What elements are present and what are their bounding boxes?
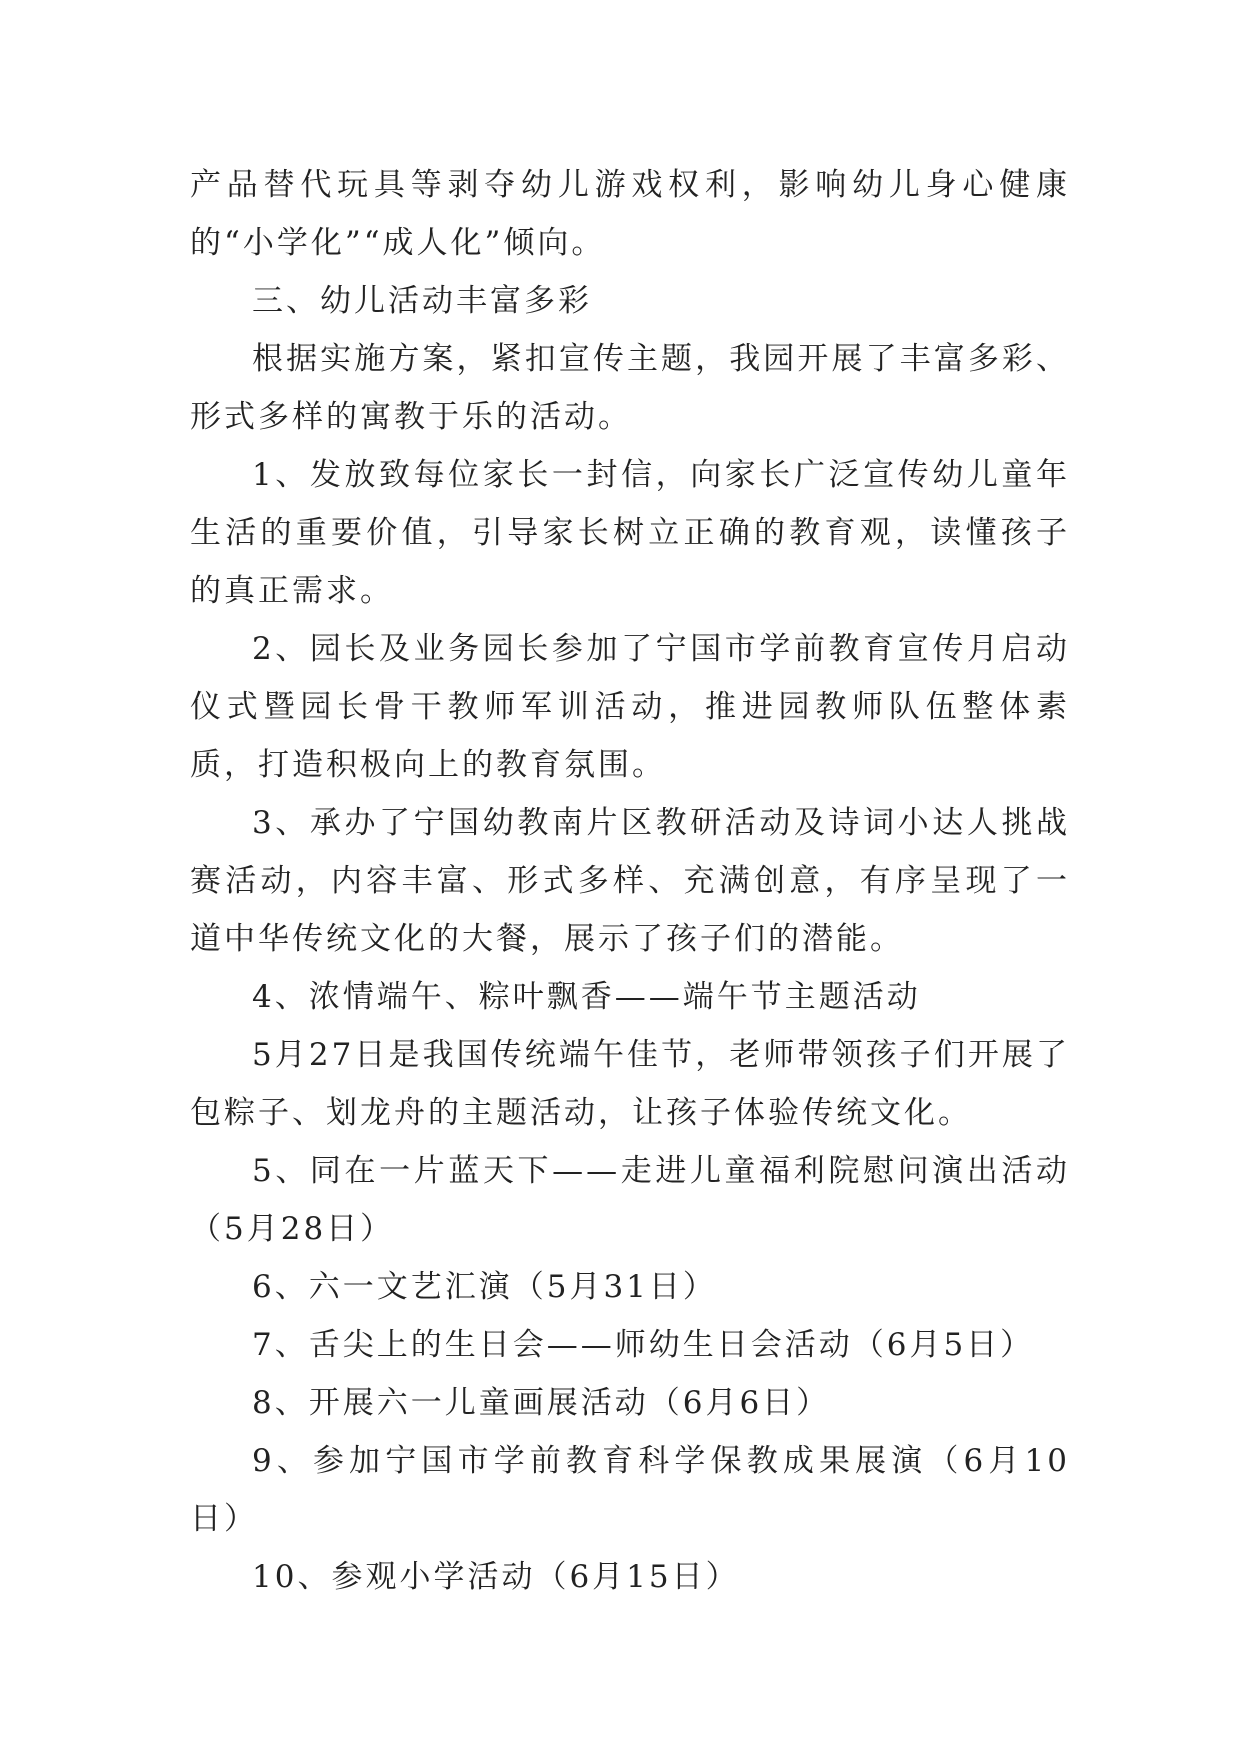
list-item-1: 1、发放致每位家长一封信，向家长广泛宣传幼儿童年生活的重要价值，引导家长树立正确的教育观，读懂孩子的真正需求。: [190, 457, 1070, 609]
list-item-4-detail: 5月27日是我国传统端午佳节，老师带领孩子们开展了包粽子、划龙舟的主题活动，让孩子体验传统文化。: [190, 1037, 1070, 1131]
list-item-8: 8、开展六一儿童画展活动（6月6日）: [252, 1385, 831, 1421]
list-item-7: 7、舌尖上的生日会——师幼生日会活动（6月5日）: [252, 1327, 1035, 1363]
list-item-3: 3、承办了宁国幼教南片区教研活动及诗词小达人挑战赛活动，内容丰富、形式多样、充满创意，有序呈现了一道中华传统文化的大餐，展示了孩子们的潜能。: [190, 805, 1070, 957]
list-item-2: 2、园长及业务园长参加了宁国市学前教育宣传月启动仪式暨园长骨干教师军训活动，推进园教师队伍整体素质，打造积极向上的教育氛围。: [190, 631, 1070, 783]
list-item-6: 6、六一文艺汇演（5月31日）: [252, 1269, 717, 1305]
list-item-5: 5、同在一片蓝天下——走进儿童福利院慰问演出活动（5月28日）: [190, 1153, 1070, 1247]
section-heading-3: 三、幼儿活动丰富多彩: [252, 283, 592, 319]
list-item-10: 10、参观小学活动（6月15日）: [252, 1559, 740, 1595]
paragraph-intro: 根据实施方案，紧扣宣传主题，我园开展了丰富多彩、形式多样的寓教于乐的活动。: [190, 341, 1070, 435]
document-body: [190, 156, 1070, 1606]
paragraph-continuation: 产品替代玩具等剥夺幼儿游戏权利，影响幼儿身心健康的“小学化”“成人化”倾向。: [190, 167, 1070, 261]
list-item-9: 9、参加宁国市学前教育科学保教成果展演（6月10日）: [190, 1443, 1070, 1537]
list-item-4: 4、浓情端午、粽叶飘香——端午节主题活动: [252, 979, 921, 1015]
